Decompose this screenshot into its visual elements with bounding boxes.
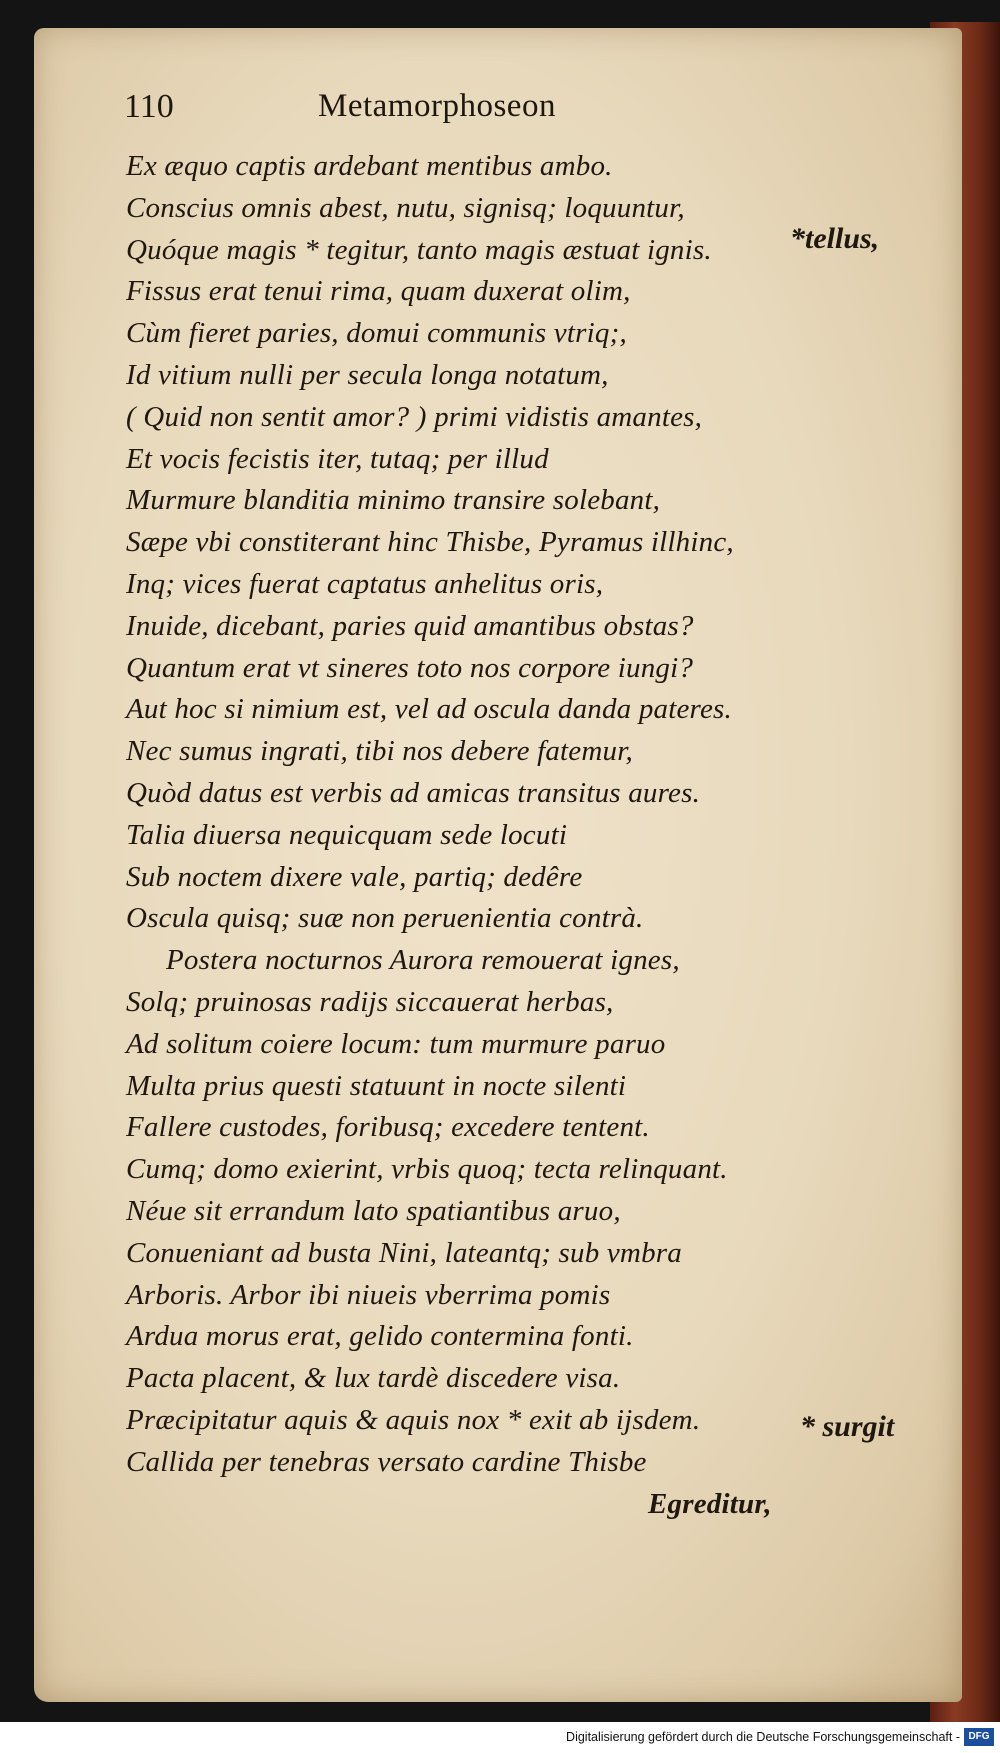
digitization-credit: Digitalisierung gefördert durch die Deutsche Forschungsgemeinschaft -: [566, 1730, 960, 1744]
verse-line: Postera nocturnos Aurora remouerat ignes,: [166, 944, 680, 977]
verse-line: Néue sit errandum lato spatiantibus aruo,: [126, 1194, 621, 1227]
dfg-logo: DFG: [964, 1728, 994, 1746]
verse-text-block: [126, 146, 826, 1525]
verse-line: Ex æquo captis ardebant mentibus ambo.: [126, 150, 613, 182]
margin-note: *tellus,: [790, 222, 880, 255]
verse-line: Conueniant ad busta Nini, lateantq; sub vmbra: [126, 1236, 682, 1269]
verse-line: Et vocis fecistis iter, tutaq; per illud: [126, 442, 549, 475]
verse-line: Inuide, dicebant, paries quid amantibus obstas?: [126, 609, 694, 642]
margin-note: * surgit: [800, 1410, 895, 1443]
page-number: 110: [124, 88, 174, 125]
verse-line: Callida per tenebras versato cardine Thisbe: [126, 1445, 647, 1478]
catchword: Egreditur,: [648, 1487, 772, 1520]
verse-line: Quòd datus est verbis ad amicas transitus aures.: [126, 776, 701, 809]
verse-line: Fallere custodes, foribusq; excedere tentent.: [126, 1111, 650, 1144]
verse-line: Id vitium nulli per secula longa notatum,: [126, 358, 609, 391]
verse-line: Pacta placent, & lux tardè discedere visa.: [126, 1362, 621, 1395]
running-title: Metamorphoseon: [318, 88, 556, 124]
verse-line: Præcipitatur aquis & aquis nox * exit ab ijsdem.: [126, 1403, 701, 1436]
verse-line: Cumq; domo exierint, vrbis quoq; tecta relinquant.: [126, 1153, 728, 1186]
verse-line: Conscius omnis abest, nutu, signisq; loquuntur,: [126, 191, 685, 224]
verse-line: Aut hoc si nimium est, vel ad oscula danda pateres.: [126, 693, 732, 726]
verse-line: Inq; vices fuerat captatus anhelitus oris,: [126, 567, 604, 600]
verse-line: Fissus erat tenui rima, quam duxerat olim,: [126, 275, 631, 308]
verse-line: Quóque magis * tegitur, tanto magis æstuat ignis.: [126, 233, 712, 266]
verse-line: Sub noctem dixere vale, partiq; dedêre: [126, 860, 583, 893]
verse-line: Solq; pruinosas radijs siccauerat herbas,: [126, 985, 614, 1018]
verse-line: Sæpe vbi constiterant hinc Thisbe, Pyramus illhinc,: [126, 526, 734, 559]
verse-line: ( Quid non sentit amor? ) primi vidistis amantes,: [126, 400, 703, 433]
verse-line: Multa prius questi statuunt in nocte silenti: [126, 1069, 627, 1102]
page-header: [100, 88, 660, 136]
verse-line: Nec sumus ingrati, tibi nos debere fatemur,: [126, 735, 633, 768]
verse-line: Cùm fieret paries, domui communis vtriq;,: [126, 317, 627, 350]
verse-line: Murmure blanditia minimo transire solebant,: [126, 484, 661, 517]
footer-bar: [0, 1722, 1000, 1753]
verse-line: Oscula quisq; suæ non peruenientia contrà.: [126, 902, 644, 935]
verse-line: Talia diuersa nequicquam sede locuti: [126, 818, 568, 851]
verse-line: Ardua morus erat, gelido contermina fonti.: [126, 1320, 634, 1353]
verse-line: Arboris. Arbor ibi niueis vberrima pomis: [126, 1278, 611, 1311]
verse-line: Ad solitum coiere locum: tum murmure paruo: [126, 1027, 666, 1060]
verse-line: Quantum erat vt sineres toto nos corpore iungi?: [126, 651, 694, 684]
